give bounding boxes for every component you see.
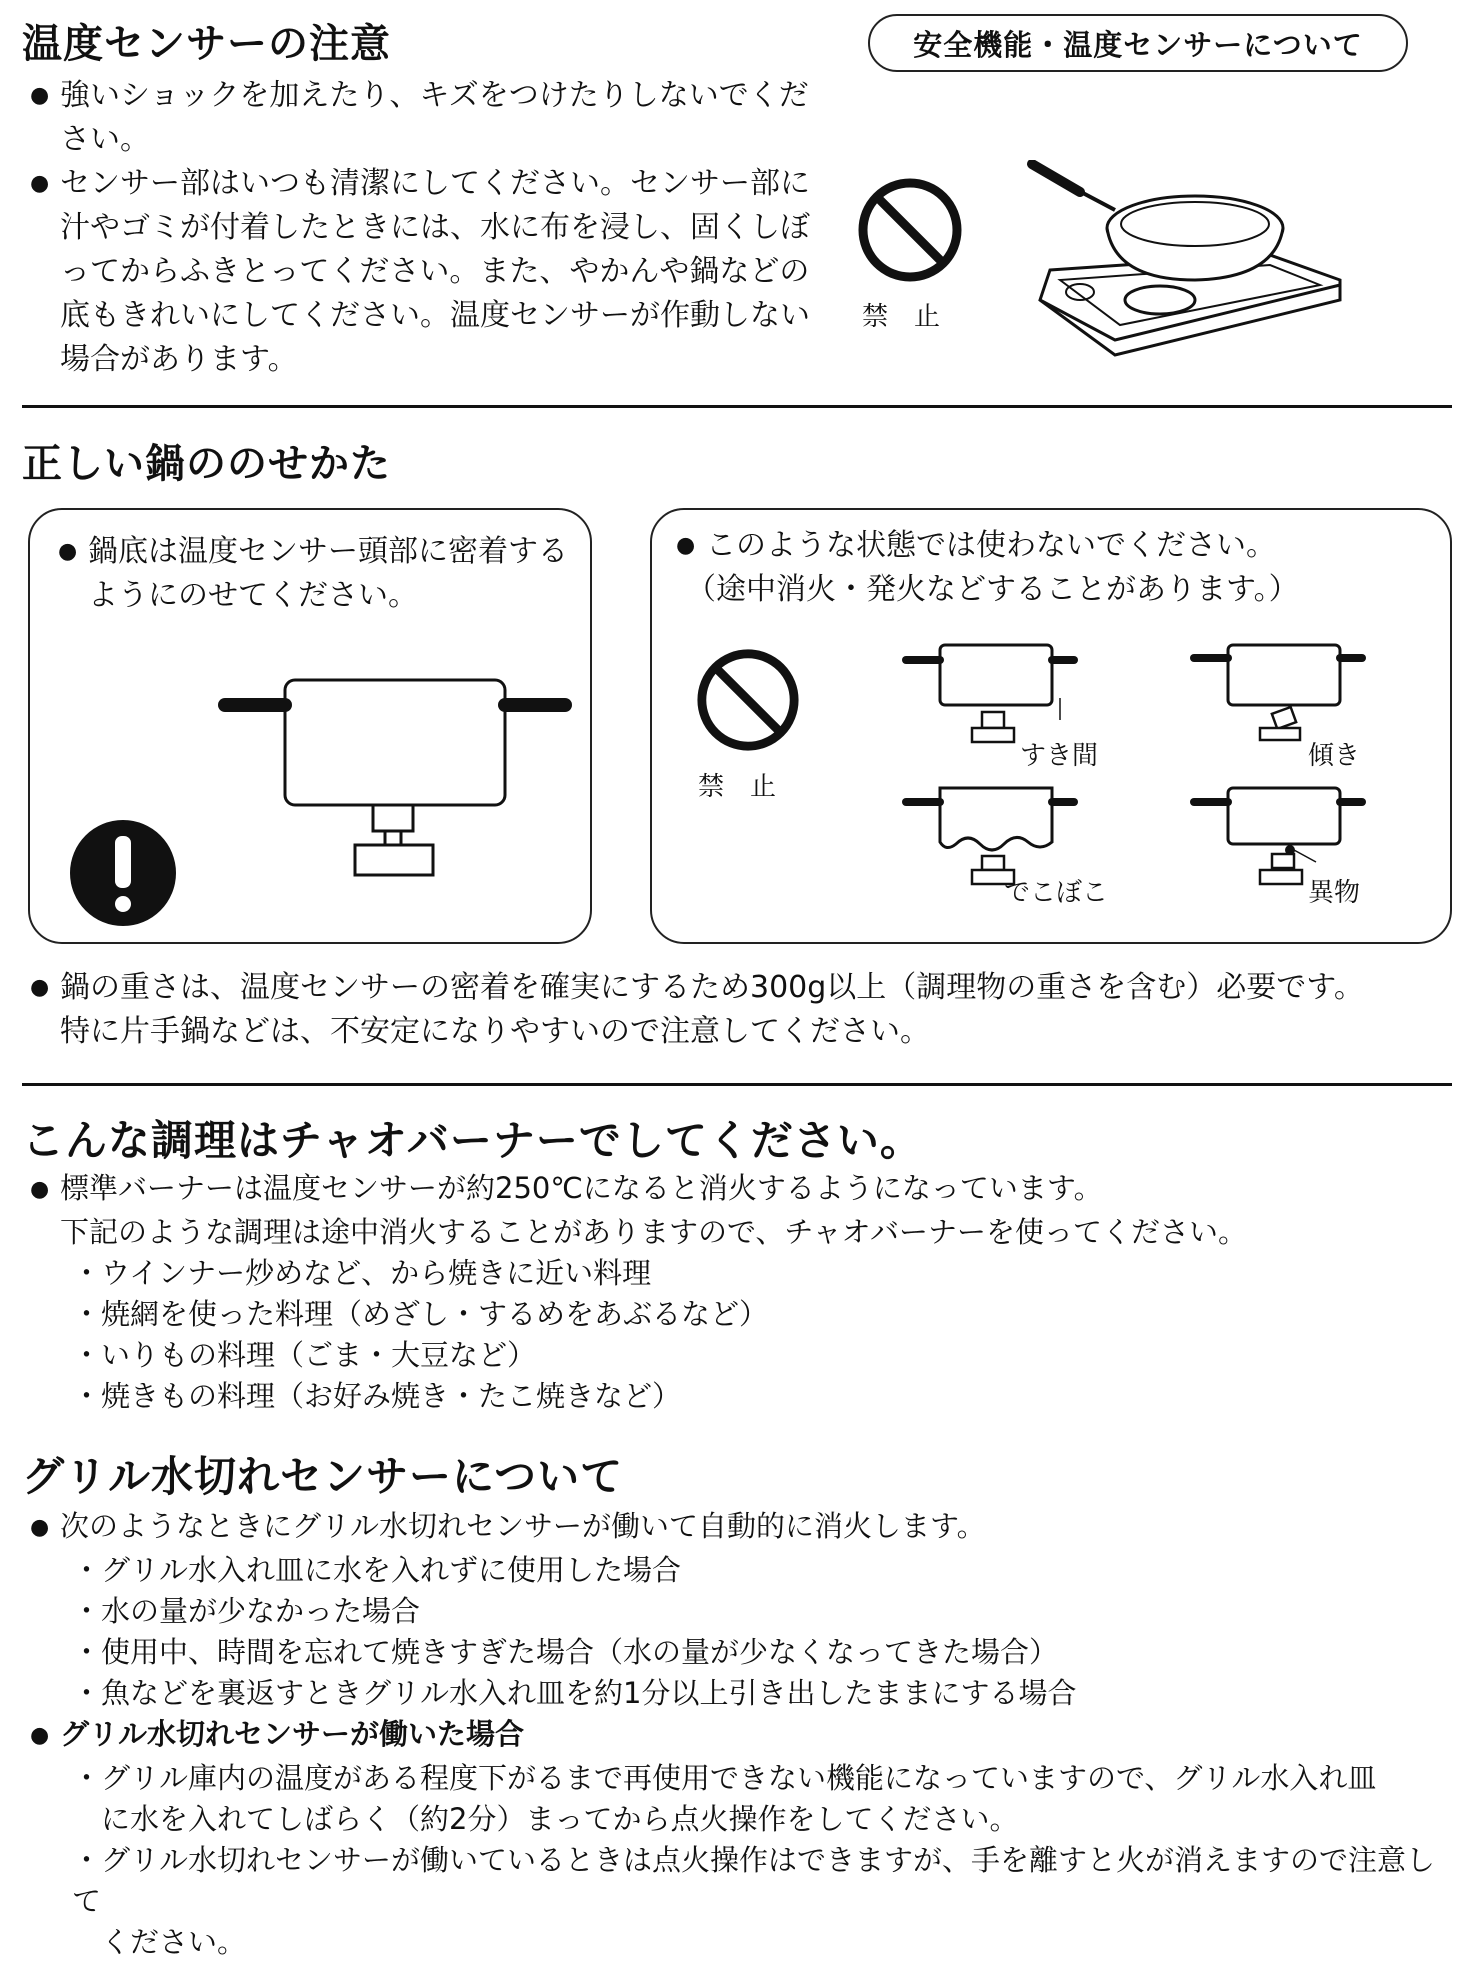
section3-body [30,1168,1460,1417]
safety-feature-badge: 安全機能・温度センサーについて [868,14,1408,72]
list-item: ● このような状態では使わないでください。 [676,524,1436,568]
list-item: ・いりもの料理（ごま・大豆など） [72,1338,537,1372]
list-item: ● 次のようなときにグリル水切れセンサーが働いて自動的に消火します。 [30,1506,1460,1550]
sub-heading: グリル水切れセンサーが働いた場合 [60,1717,525,1751]
list-item: ・焼きもの料理（お好み焼き・たこ焼きなど） [72,1379,682,1413]
list-item: ● 鍋の重さは、温度センサーの密着を確実にするため300g以上（調理物の重さを含む）必要です。 [30,966,1460,1010]
case-label-foreign-object: 異物 [1308,878,1361,908]
warning-note: （途中消火・発火などすることがあります。） [686,572,1299,607]
list-item: ・魚などを裏返すときグリル水入れ皿を約1分以上引き出したままにする場合 [72,1676,1077,1710]
weight-note [30,966,1460,1054]
bullet-icon: ● [30,1723,50,1748]
list-item [30,1714,1460,1758]
section4-body [30,1506,1460,1963]
correct-placement-box [28,508,592,944]
bullet-icon: ● [30,83,50,108]
list-item: ・水の量が少なかった場合 [72,1594,421,1628]
list-item: ● 標準バーナーは温度センサーが約250℃になると消火するようになっています。 [30,1168,1460,1212]
list-item: ● 強いショックを加えたり、キズをつけたりしないでください。 [30,74,810,162]
bullet-icon: ● [30,171,50,196]
pot-on-sensor-illustration [215,675,575,895]
list-item: に水を入れてしばらく（約2分）まってから点火操作をしてください。 [72,1802,1019,1836]
section-divider [22,405,1452,408]
list-item: ● 鍋底は温度センサー頭部に密着するようにのせてください。 [58,530,568,618]
section4-title: グリル水切れセンサーについて [22,1452,624,1501]
list-item: ・グリル庫内の温度がある程度下がるまで再使用できない機能になっていますので、グリル水入れ皿 [72,1761,1377,1795]
frying-pan-on-burner-illustration [1020,160,1350,360]
tilt-case-illustration [1190,640,1370,750]
section-divider [22,1083,1452,1086]
incorrect-placement-box [650,508,1452,944]
list-item: ・使用中、時間を忘れて焼きすぎた場合（水の量が少なくなってきた場合） [72,1635,1059,1669]
list-item: ・焼網を使った料理（めざし・するめをあぶるなど） [72,1297,769,1331]
case-label-uneven: でこぼこ [1004,878,1109,908]
bullet-icon: ● [30,975,50,1000]
list-item: ● センサー部はいつも清潔にしてください。センサー部に汁やゴミが付着したときには、水に布を浸し、固くしぼってからふきとってください。また、やかんや鍋などの底もきれいにしてください。温度センサーが作動しない場合があります。 [30,162,810,382]
list-item: ください。 [72,1925,247,1959]
prohibit-label: 禁 止 [698,772,777,802]
section3-title: こんな調理はチャオバーナーでしてください。 [22,1116,923,1165]
bullet-icon: ● [58,539,78,564]
section1-bullets [30,74,810,382]
gap-case-illustration [902,640,1082,750]
list-item: ・グリル水入れ皿に水を入れずに使用した場合 [72,1553,682,1587]
bullet-icon: ● [30,1177,50,1202]
prohibit-label: 禁 止 [862,302,941,332]
case-label-tilt: 傾き [1308,741,1361,771]
section2-title: 正しい鍋ののせかた [22,441,391,487]
list-item: ・ウインナー炒めなど、から焼きに近い料理 [72,1256,652,1290]
section1-title: 温度センサーの注意 [22,21,391,67]
caution-icon [68,818,178,928]
weight-note-line2: 特に片手鍋などは、不安定になりやすいので注意してください。 [60,1014,930,1049]
bullet-icon: ● [676,533,696,558]
prohibit-icon [855,175,965,285]
list-item: ・グリル水切れセンサーが働いているときは点火操作はできますが、手を離すと火が消えますので注意して [72,1843,1436,1918]
section3-line2: 下記のような調理は途中消火することがありますので、チャオバーナーを使ってください。 [60,1215,1247,1249]
prohibit-icon [694,646,802,754]
bullet-icon: ● [30,1515,50,1540]
case-label-gap: すき間 [1020,741,1099,771]
